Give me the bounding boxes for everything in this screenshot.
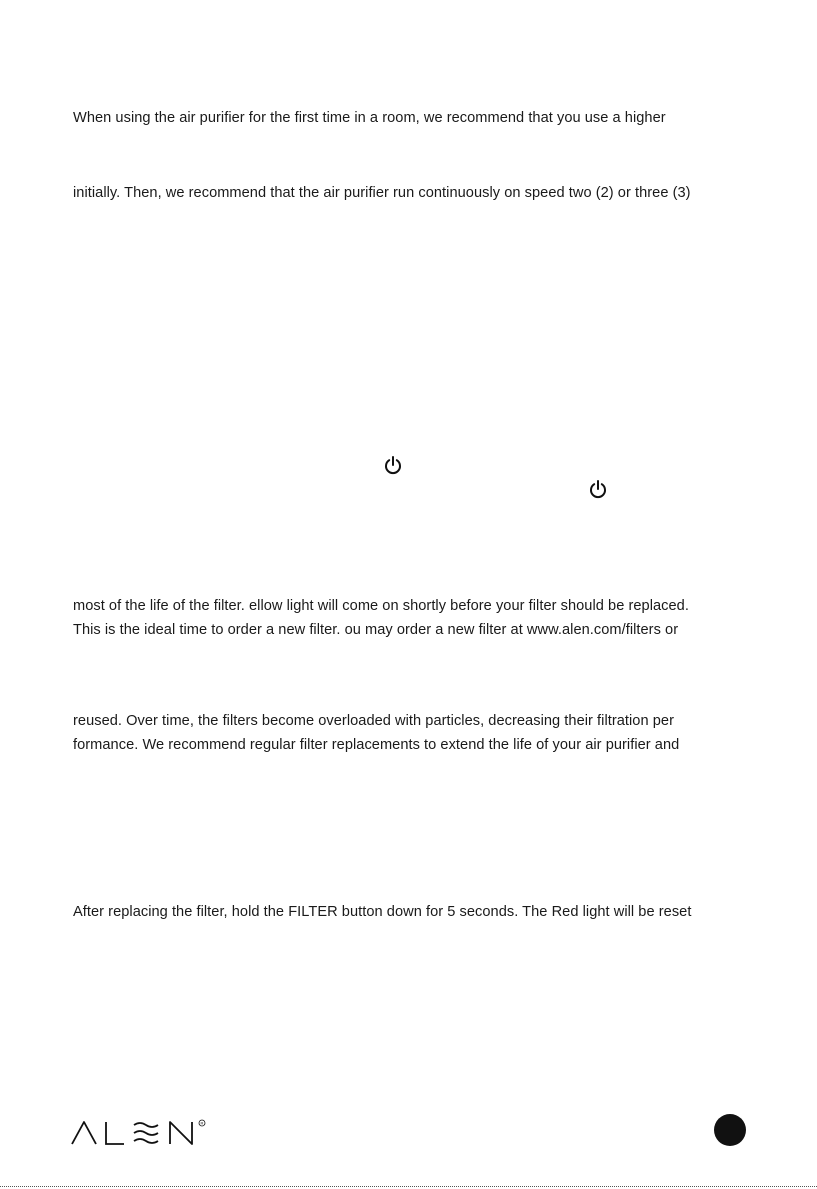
text-line-6: formance. We recommend regular filter replacements to extend the life of your air purifier and bbox=[73, 737, 680, 753]
text-line-5: reused. Over time, the filters become overloaded with particles, decreasing their filtration per bbox=[73, 713, 674, 729]
page-number-badge bbox=[714, 1114, 746, 1146]
text-line-2: initially. Then, we recommend that the air purifier run continuously on speed two (2) or three (3) bbox=[73, 185, 691, 201]
crop-line bbox=[0, 1186, 817, 1187]
text-line-1: When using the air purifier for the first time in a room, we recommend that you use a higher bbox=[73, 110, 666, 126]
text-line-3: most of the life of the filter. ellow light will come on shortly before your filter should be replaced. bbox=[73, 598, 689, 614]
svg-text:R: R bbox=[200, 1120, 204, 1126]
power-icon bbox=[588, 479, 608, 499]
text-line-7: After replacing the filter, hold the FILTER button down for 5 seconds. The Red light will be reset bbox=[73, 904, 692, 920]
power-icon bbox=[383, 455, 403, 475]
text-line-4: This is the ideal time to order a new filter. ou may order a new filter at www.alen.com/filters or bbox=[73, 622, 679, 638]
alen-logo bbox=[70, 1118, 210, 1146]
